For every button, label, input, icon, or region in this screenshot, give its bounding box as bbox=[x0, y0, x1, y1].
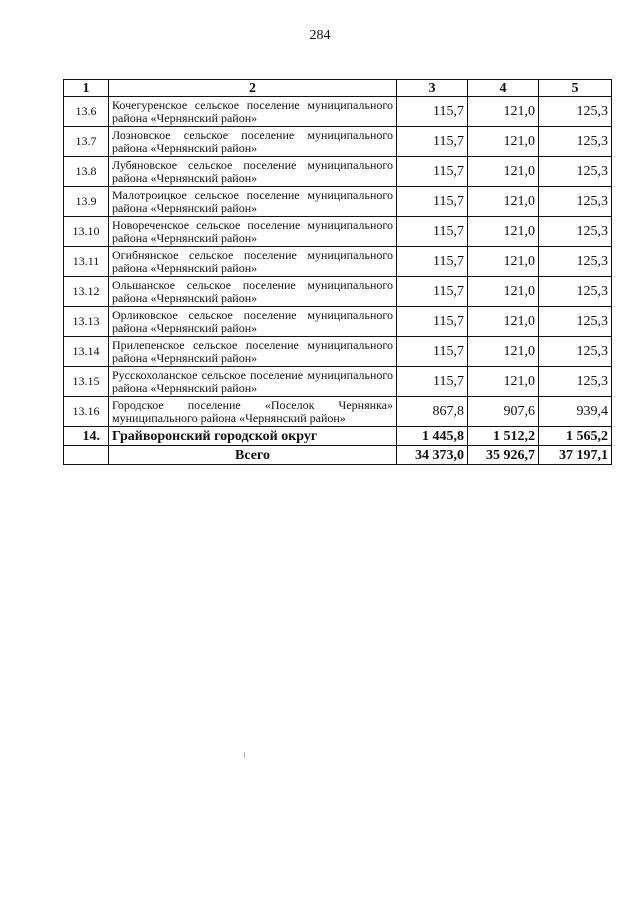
row-value-4: 907,6 bbox=[468, 397, 539, 427]
table-row bbox=[64, 217, 612, 247]
total-number-cell bbox=[64, 446, 109, 465]
row-value-3: 115,7 bbox=[397, 337, 468, 367]
table-row bbox=[64, 187, 612, 217]
header-col-2: 2 bbox=[109, 80, 397, 97]
row-value-3: 115,7 bbox=[397, 127, 468, 157]
row-number: 13.16 bbox=[64, 397, 109, 427]
table-row bbox=[64, 127, 612, 157]
table-header-row bbox=[64, 80, 612, 97]
row-value-5: 125,3 bbox=[539, 127, 612, 157]
row-name: Кочегуренское сельское поселение муниципального района «Чернянский район» bbox=[109, 97, 397, 127]
row-number: 13.14 bbox=[64, 337, 109, 367]
budget-table bbox=[63, 79, 612, 465]
row-value-3: 115,7 bbox=[397, 187, 468, 217]
total-value-4: 35 926,7 bbox=[468, 446, 539, 465]
okrug-value-4: 1 512,2 bbox=[468, 427, 539, 446]
total-row bbox=[64, 446, 612, 465]
row-name: Русскохоланское сельское поселение муниципального района «Чернянский район» bbox=[109, 367, 397, 397]
row-value-4: 121,0 bbox=[468, 247, 539, 277]
okrug-value-3: 1 445,8 bbox=[397, 427, 468, 446]
row-value-4: 121,0 bbox=[468, 337, 539, 367]
row-name: Прилепенское сельское поселение муниципального района «Чернянский район» bbox=[109, 337, 397, 367]
row-value-4: 121,0 bbox=[468, 367, 539, 397]
row-number: 13.7 bbox=[64, 127, 109, 157]
row-number: 13.6 bbox=[64, 97, 109, 127]
row-name: Новореченское сельское поселение муниципального района «Чернянский район» bbox=[109, 217, 397, 247]
header-col-4: 4 bbox=[468, 80, 539, 97]
row-value-4: 121,0 bbox=[468, 217, 539, 247]
table-row bbox=[64, 307, 612, 337]
row-value-3: 115,7 bbox=[397, 217, 468, 247]
table-row bbox=[64, 337, 612, 367]
row-value-4: 121,0 bbox=[468, 307, 539, 337]
header-col-1: 1 bbox=[64, 80, 109, 97]
row-number: 13.8 bbox=[64, 157, 109, 187]
row-value-3: 115,7 bbox=[397, 307, 468, 337]
total-value-3: 34 373,0 bbox=[397, 446, 468, 465]
row-value-5: 125,3 bbox=[539, 217, 612, 247]
row-name: Лозновское сельское поселение муниципального района «Чернянский район» bbox=[109, 127, 397, 157]
row-value-5: 125,3 bbox=[539, 247, 612, 277]
row-name: Огибнянское сельское поселение муниципального района «Чернянский район» bbox=[109, 247, 397, 277]
row-value-4: 121,0 bbox=[468, 187, 539, 217]
row-number: 13.11 bbox=[64, 247, 109, 277]
page-number: 284 bbox=[309, 28, 331, 43]
okrug-name: Грайворонский городской округ bbox=[109, 427, 397, 446]
row-number: 13.15 bbox=[64, 367, 109, 397]
scan-mark bbox=[244, 752, 245, 758]
okrug-row bbox=[64, 427, 612, 446]
row-value-5: 125,3 bbox=[539, 97, 612, 127]
total-label: Всего bbox=[109, 446, 397, 465]
row-name: Орликовское сельское поселение муниципального района «Чернянский район» bbox=[109, 307, 397, 337]
row-value-3: 115,7 bbox=[397, 97, 468, 127]
table-row bbox=[64, 97, 612, 127]
table-row bbox=[64, 367, 612, 397]
table-row bbox=[64, 277, 612, 307]
header-col-3: 3 bbox=[397, 80, 468, 97]
row-value-5: 125,3 bbox=[539, 187, 612, 217]
row-value-5: 125,3 bbox=[539, 307, 612, 337]
row-value-4: 121,0 bbox=[468, 157, 539, 187]
row-value-5: 939,4 bbox=[539, 397, 612, 427]
table-row bbox=[64, 397, 612, 427]
row-value-5: 125,3 bbox=[539, 367, 612, 397]
row-value-3: 867,8 bbox=[397, 397, 468, 427]
row-value-5: 125,3 bbox=[539, 277, 612, 307]
row-value-3: 115,7 bbox=[397, 367, 468, 397]
row-name: Городское поселение «Поселок Чернянка» муниципального района «Чернянский район» bbox=[109, 397, 397, 427]
row-value-5: 125,3 bbox=[539, 157, 612, 187]
row-value-4: 121,0 bbox=[468, 97, 539, 127]
row-number: 13.12 bbox=[64, 277, 109, 307]
table-row bbox=[64, 247, 612, 277]
okrug-value-5: 1 565,2 bbox=[539, 427, 612, 446]
row-value-3: 115,7 bbox=[397, 247, 468, 277]
row-value-4: 121,0 bbox=[468, 277, 539, 307]
total-value-5: 37 197,1 bbox=[539, 446, 612, 465]
row-number: 13.10 bbox=[64, 217, 109, 247]
row-number: 13.13 bbox=[64, 307, 109, 337]
row-name: Малотроицкое сельское поселение муниципального района «Чернянский район» bbox=[109, 187, 397, 217]
row-number: 13.9 bbox=[64, 187, 109, 217]
row-value-3: 115,7 bbox=[397, 157, 468, 187]
row-value-5: 125,3 bbox=[539, 337, 612, 367]
okrug-number: 14. bbox=[64, 427, 109, 446]
header-col-5: 5 bbox=[539, 80, 612, 97]
row-name: Ольшанское сельское поселение муниципального района «Чернянский район» bbox=[109, 277, 397, 307]
row-name: Лубяновское сельское поселение муниципального района «Чернянский район» bbox=[109, 157, 397, 187]
row-value-3: 115,7 bbox=[397, 277, 468, 307]
row-value-4: 121,0 bbox=[468, 127, 539, 157]
table-row bbox=[64, 157, 612, 187]
